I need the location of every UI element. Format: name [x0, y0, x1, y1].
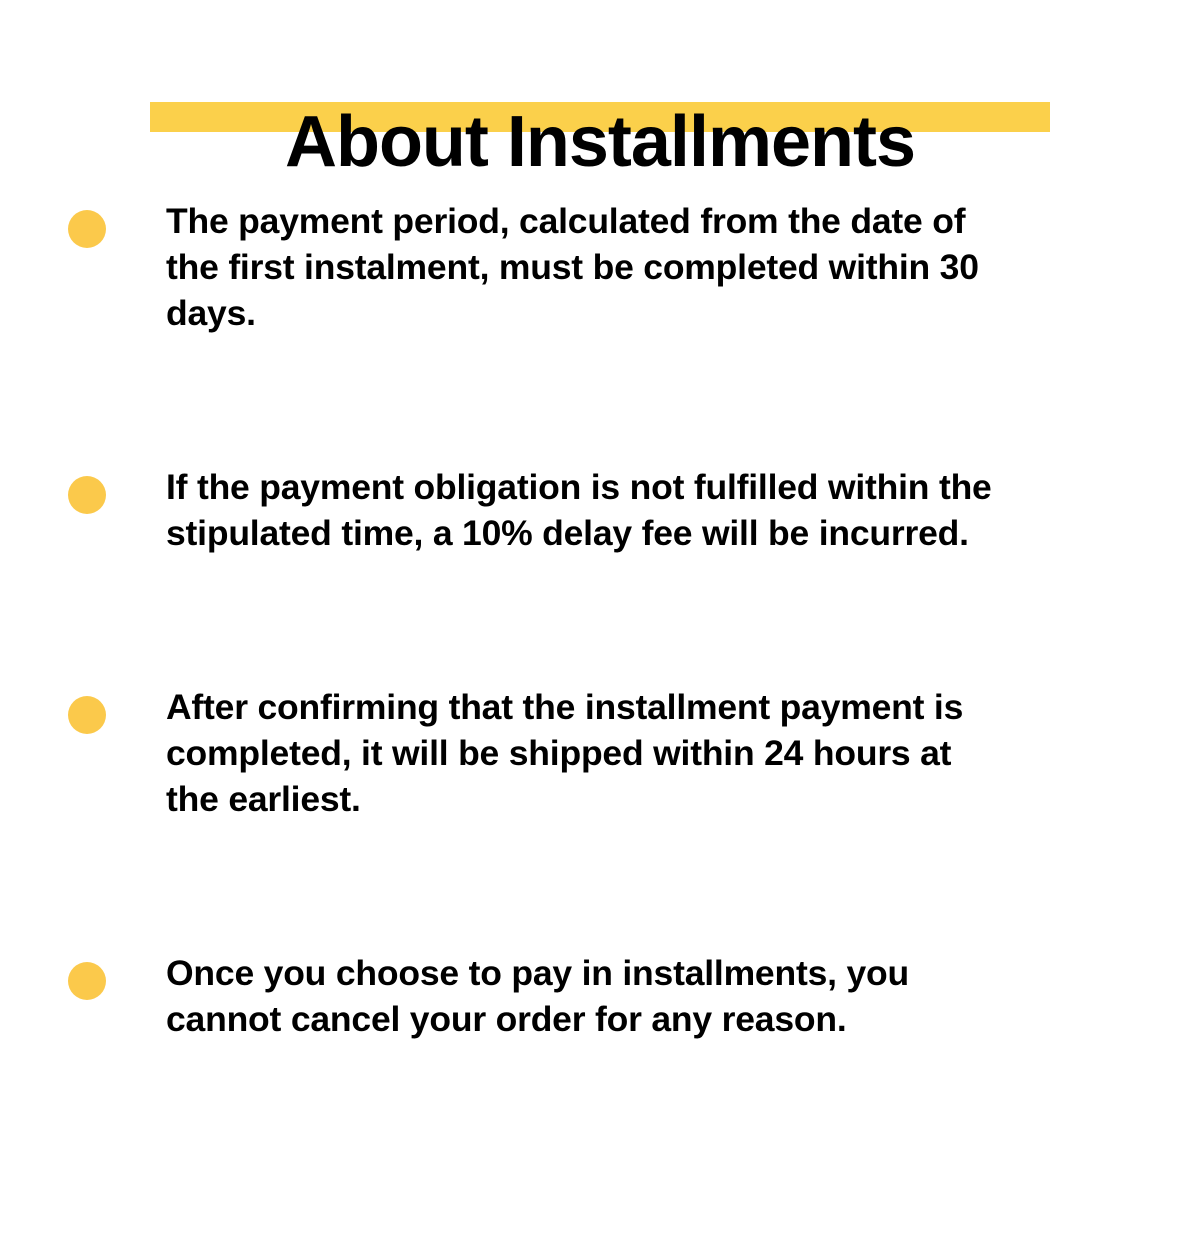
- bullet-dot-icon: [68, 476, 106, 514]
- list-item-text: After confirming that the installment payment is completed, it will be shipped within 24 hours at the earliest.: [166, 687, 964, 819]
- page-title-block: [0, 46, 1200, 183]
- bullet-dot-icon: [68, 210, 106, 248]
- page-title: About Installments: [284, 102, 916, 183]
- installment-terms-list: [0, 198, 1200, 1042]
- list-item-text: If the payment obligation is not fulfilled within the stipulated time, a 10% delay fee will be incurred.: [166, 467, 992, 553]
- bullet-dot-icon: [68, 696, 106, 734]
- installments-info-page: [0, 46, 1200, 1246]
- list-item: [0, 950, 1200, 1042]
- list-item-text: Once you choose to pay in installments, you cannot cancel your order for any reason.: [166, 953, 909, 1039]
- bullet-dot-icon: [68, 962, 106, 1000]
- list-item: [0, 464, 1200, 556]
- list-item-text: The payment period, calculated from the date of the first instalment, must be completed within 30 days.: [166, 201, 979, 333]
- list-item: [0, 198, 1200, 336]
- list-item: [0, 684, 1200, 822]
